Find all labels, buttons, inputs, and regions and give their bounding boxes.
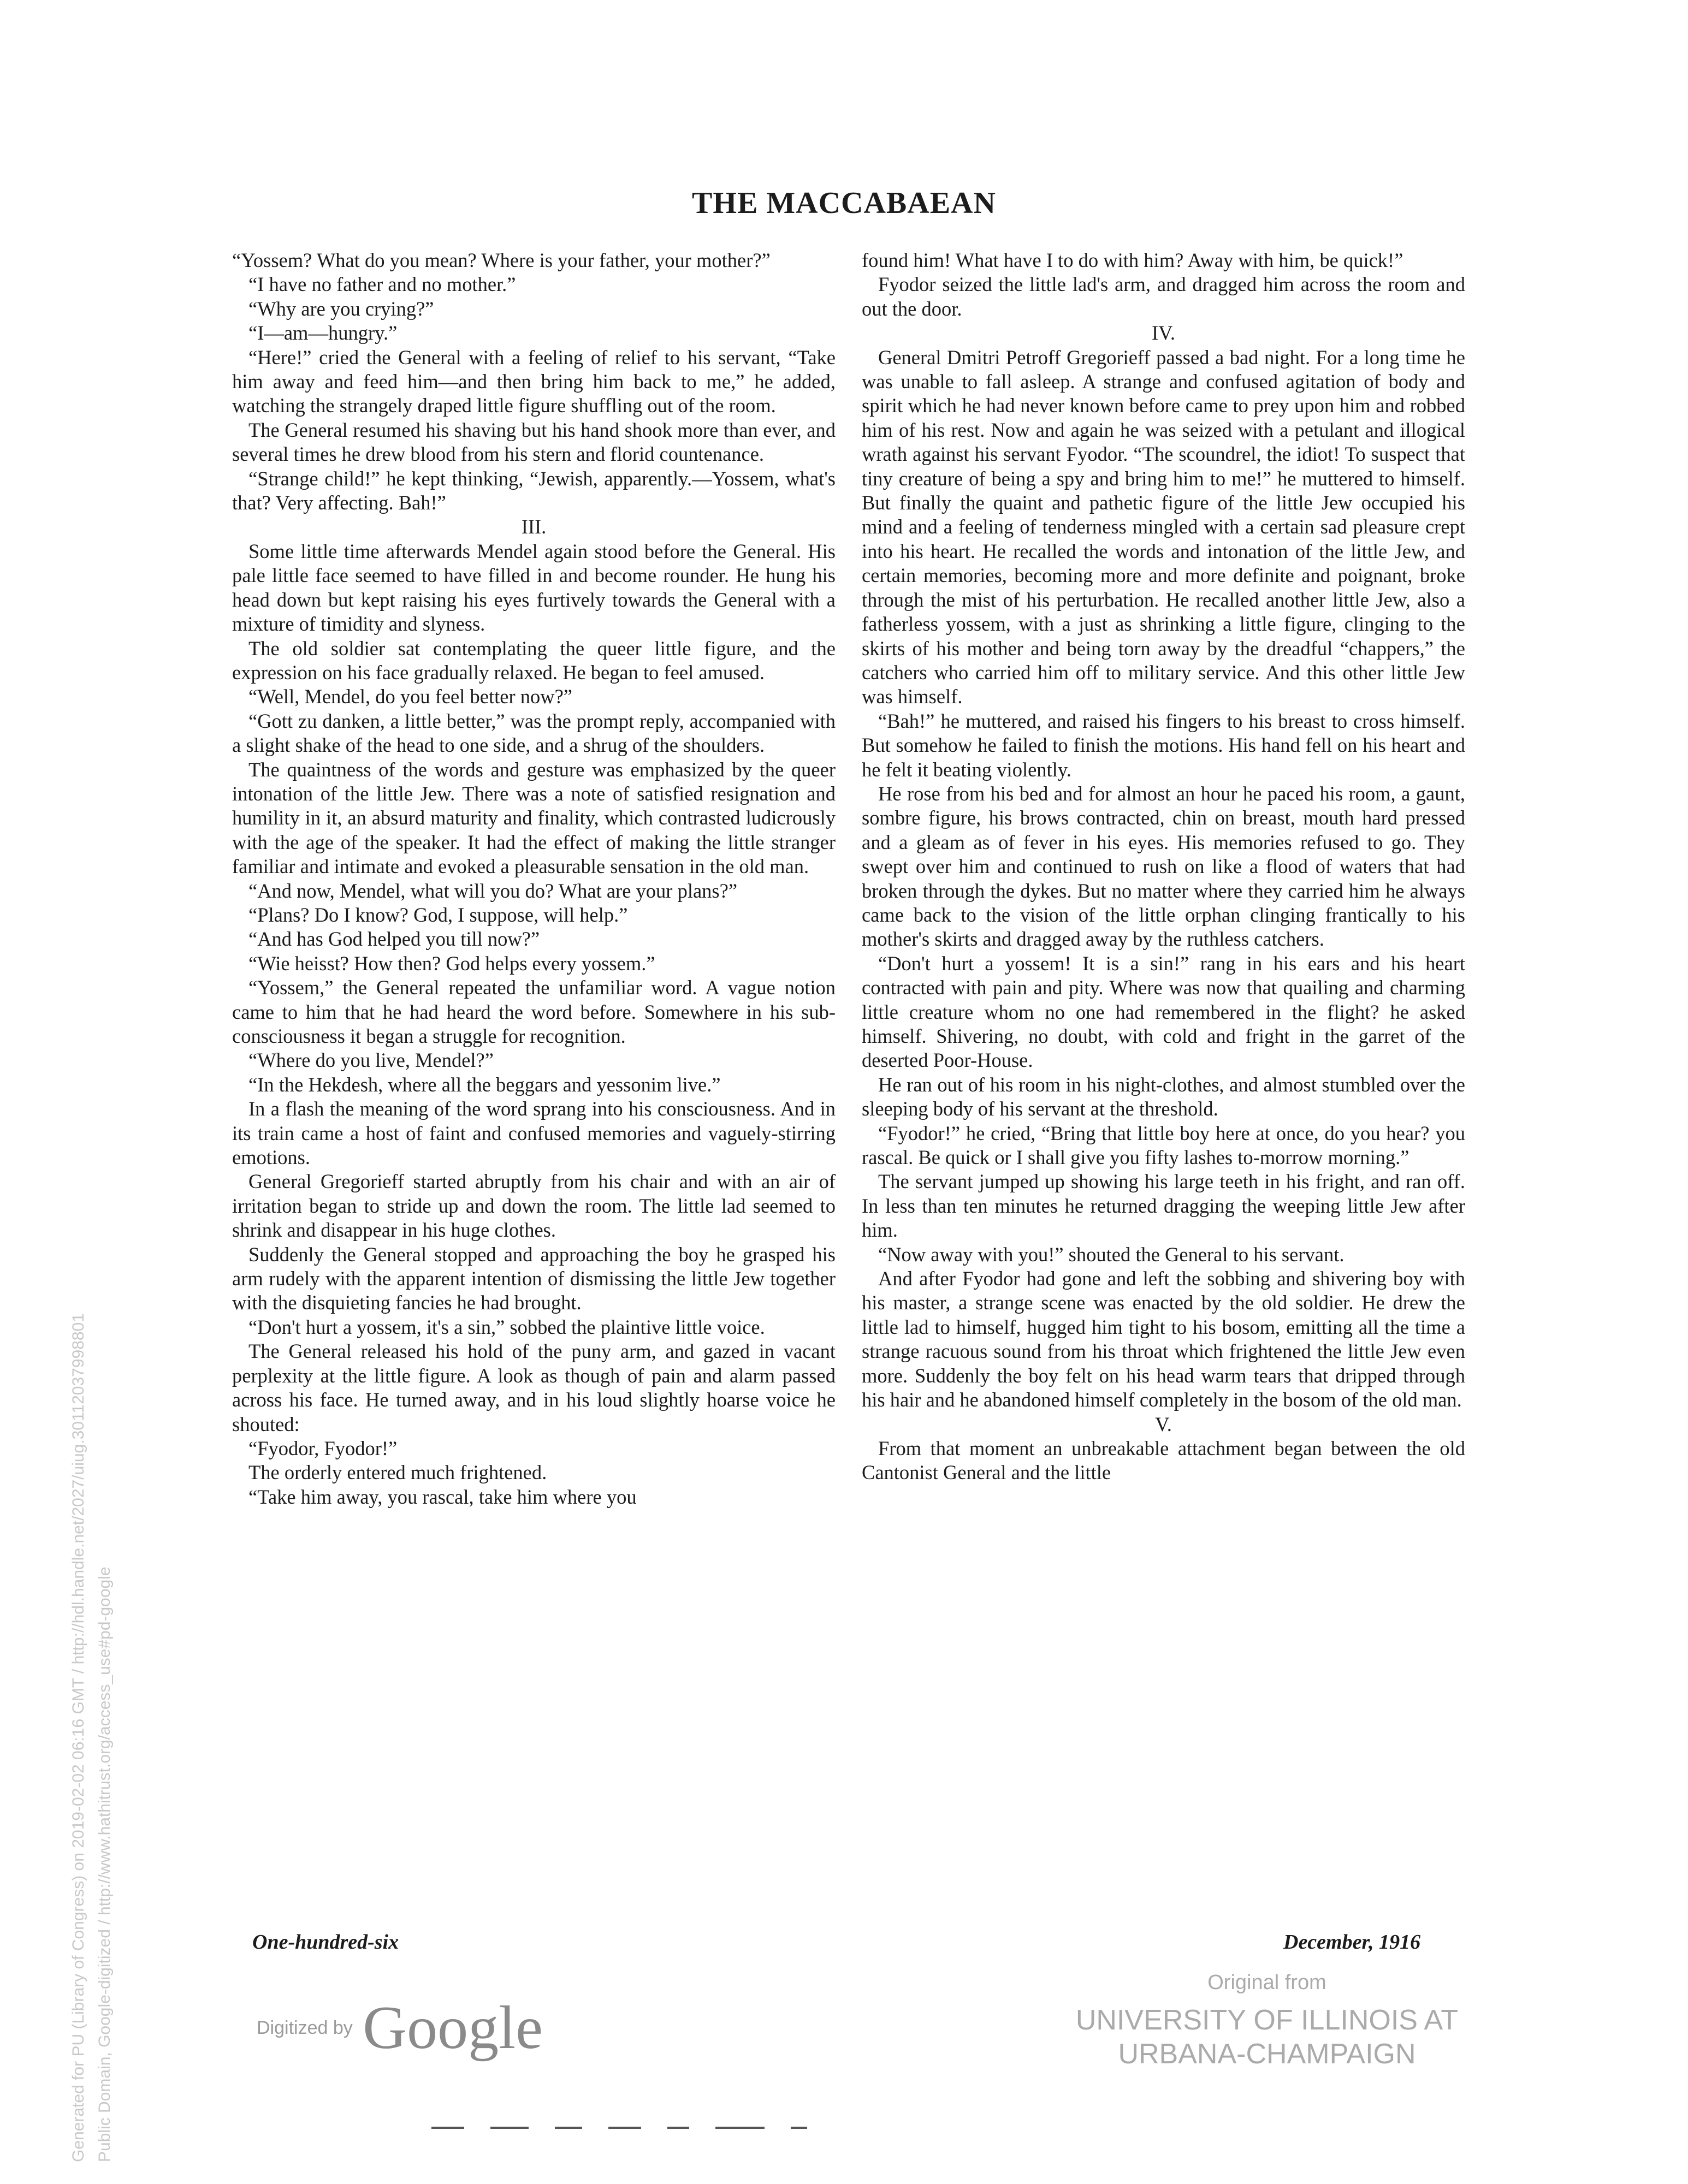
paragraph: “Gott zu danken, a little better,” was the prompt reply, accompanied with a slight shake of the head to one side, and a shrug of the shoulders.: [232, 709, 836, 757]
page-number: One-hundred-six: [252, 1931, 399, 1954]
paragraph: The old soldier sat contemplating the queer little figure, and the expression on his face gradually relaxed. He began to feel amused.: [232, 637, 836, 684]
university-name: [1049, 2003, 1485, 2071]
paragraph: The orderly entered much frightened.: [248, 1461, 547, 1484]
paragraph: “Now away with you!” shouted the General to his servant.: [878, 1243, 1345, 1266]
university-line-2: URBANA-CHAMPAIGN: [1118, 2038, 1416, 2070]
paragraph: “Strange child!” he kept thinking, “Jewish, apparently.—Yossem, what's that? Very affecting. Bah!”: [232, 467, 836, 514]
paragraph: “And has God helped you till now?”: [248, 928, 540, 951]
paragraph: “Plans? Do I know? God, I suppose, will help.”: [248, 903, 628, 926]
paragraph: “Don't hurt a yossem! It is a sin!” rang in his ears and his heart contracted with pain and pity. Where was now that quailing and charming little creature whom no one had remembered in the flight? he asked himself. Shivering, no doubt, with cold and fright in the garret of the deserted Poor-House.: [862, 952, 1465, 1072]
paragraph: The servant jumped up showing his large teeth in his fright, and ran off. In less than ten minutes he returned dragging the weeping little Jew after him.: [862, 1170, 1465, 1242]
digitized-by-google: [257, 1993, 543, 2063]
university-line-1: UNIVERSITY OF ILLINOIS AT: [1075, 2004, 1459, 2036]
paragraph: “Yossem? What do you mean? Where is your father, your mother?”: [232, 249, 771, 271]
paragraph: General Gregorieff started abruptly from his chair and with an air of irritation began to stride up and down the room. The little lad seemed to shrink and disappear in his huge clothes.: [232, 1170, 836, 1242]
google-logo: Google: [363, 1994, 543, 2062]
paragraph: “Yossem,” the General repeated the unfamiliar word. A vague notion came to him that he had heard the word before. Somewhere in his sub-consciousness it began a struggle for recognition.: [232, 976, 836, 1047]
paragraph: “Here!” cried the General with a feeling of relief to his servant, “Take him away and feed him—and then bring him back to me,” he added, watching the strangely draped little figure shuffling out of the room.: [232, 346, 836, 417]
paragraph: “Well, Mendel, do you feel better now?”: [248, 685, 573, 708]
paragraph: He ran out of his room in his night-clothes, and almost stumbled over the sleeping body of his servant at the threshold.: [862, 1073, 1465, 1120]
section-number: IV.: [1152, 322, 1175, 345]
paragraph: In a flash the meaning of the word sprang into his consciousness. And in its train came a host of faint and confused memories and vaguely-stirring emotions.: [232, 1097, 836, 1169]
paragraph: “In the Hekdesh, where all the beggars and yessonim live.”: [248, 1073, 721, 1096]
paragraph: “And now, Mendel, what will you do? What are your plans?”: [248, 879, 738, 902]
paragraph: “Fyodor!” he cried, “Bring that little boy here at once, do you hear? you rascal. Be quick or I shall give you fifty lashes to-morrow morning.”: [862, 1121, 1465, 1169]
section-number: III.: [521, 515, 547, 538]
watermark-line-1: Generated for PU (Library of Congress) on 2019-02-02 06:16 GMT / http://hdl.handle.net/2027/uiug.30112037998801: [69, 1313, 87, 2162]
paragraph: “Take him away, you rascal, take him where you: [248, 1485, 637, 1508]
paragraph: And after Fyodor had gone and left the sobbing and shivering boy with his master, a strange scene was enacted by the old soldier. He drew the little lad to himself, hugged him tight to his bosom, emitting all the time a strange racuous sound from his throat which frightened the little Jew even more. Suddenly the boy felt on his head warm tears that dripped through his hair and he abandoned himself completely in the bosom of the old man.: [862, 1267, 1465, 1411]
left-column: [232, 248, 836, 1509]
paragraph: Fyodor seized the little lad's arm, and dragged him across the room and out the door.: [862, 273, 1465, 320]
paragraph: Suddenly the General stopped and approaching the boy he grasped his arm rudely with the apparent intention of dismissing the little Jew together with the disquieting fancies he had brought.: [232, 1243, 836, 1314]
paragraph: He rose from his bed and for almost an hour he paced his room, a gaunt, sombre figure, his brows contracted, chin on breast, mouth hard pressed and a gleam as of fever in his eyes. His memories refused to go. They swept over him and continued to rush on like a flood of waters that had broken through the dykes. But no matter where they carried him he always came back to the vision of the little orphan clinging frantically to his mother's skirts and dragged away by the ruthless catchers.: [862, 782, 1465, 951]
paragraph: From that moment an unbreakable attachment began between the old Cantonist General and the little: [862, 1437, 1465, 1484]
watermark-line-2: Public Domain, Google-digitized / http://www.hathitrust.org/access_use#pd-google: [96, 1566, 114, 2162]
digitized-by-label: Digitized by: [257, 2017, 353, 2038]
paragraph: “Fyodor, Fyodor!”: [248, 1437, 398, 1459]
paragraph: The General resumed his shaving but his hand shook more than ever, and several times he drew blood from his stern and florid countenance.: [232, 418, 836, 466]
paragraph: General Dmitri Petroff Gregorieff passed a bad night. For a long time he was unable to fall asleep. A strange and confused agitation of body and spirit which he had never known before came to prey upon him and robbed him of his rest. Now and again he was seized with a petulant and illogical wrath against his servant Fyodor. “The scoundrel, the idiot! To suspect that tiny creature of being a spy and bring him to me!” he muttered to himself. But finally the quaint and pathetic figure of the little Jew occupied his mind and a feeling of tenderness mingled with a certain sad pleasure crept into his heart. He recalled the words and intonation of the little Jew, and certain memories, becoming more and more definite and poignant, broke through the mist of his perturbation. He recalled another little Jew, also a fatherless yossem, with a just as shrinking a little figure, clinging to the skirts of his mother and being torn away by the dreadful “chappers,” the catchers who carried him off to military service. And this other little Jew was himself.: [862, 346, 1465, 708]
scan-artifact-dashes: [431, 2123, 833, 2133]
hathitrust-watermark: [66, 743, 118, 2162]
paragraph: “Why are you crying?”: [248, 297, 434, 320]
paragraph: Some little time afterwards Mendel again stood before the General. His pale little face seemed to have filled in and become rounder. He hung his head down but kept raising his eyes furtively towards the General with a mixture of timidity and slyness.: [232, 539, 836, 636]
paragraph: “I have no father and no mother.”: [248, 273, 516, 296]
paragraph: found him! What have I to do with him? Away with him, be quick!”: [862, 249, 1403, 271]
paragraph: The quaintness of the words and gesture was emphasized by the queer intonation of the little Jew. There was a note of satisfied resignation and humility in it, an absurd maturity and finality, which contrasted ludicrously with the age of the speaker. It had the effect of making the little stranger familiar and intimate and evoked a pleasurable sensation in the old man.: [232, 758, 836, 878]
paragraph: “Wie heisst? How then? God helps every yossem.”: [248, 952, 655, 975]
page-title: THE MACCABAEAN: [692, 186, 996, 220]
paragraph: “I—am—hungry.”: [248, 322, 398, 345]
paragraph: The General released his hold of the puny arm, and gazed in vacant perplexity at the little figure. A look as though of pain and alarm passed across his face. He turned away, and in his loud slightly hoarse voice he shouted:: [232, 1340, 836, 1435]
paragraph: “Bah!” he muttered, and raised his fingers to his breast to cross himself. But somehow he failed to finish the motions. His hand fell on his heart and he felt it beating violently.: [862, 709, 1465, 781]
paragraph: “Where do you live, Mendel?”: [248, 1049, 494, 1072]
original-from-label: Original from: [1207, 1971, 1326, 1994]
issue-date: December, 1916: [1283, 1931, 1421, 1954]
section-number: V.: [1155, 1413, 1172, 1435]
original-from-block: [1049, 1971, 1485, 2071]
paragraph: “Don't hurt a yossem, it's a sin,” sobbed the plaintive little voice.: [248, 1315, 765, 1338]
right-column: [862, 248, 1465, 1485]
